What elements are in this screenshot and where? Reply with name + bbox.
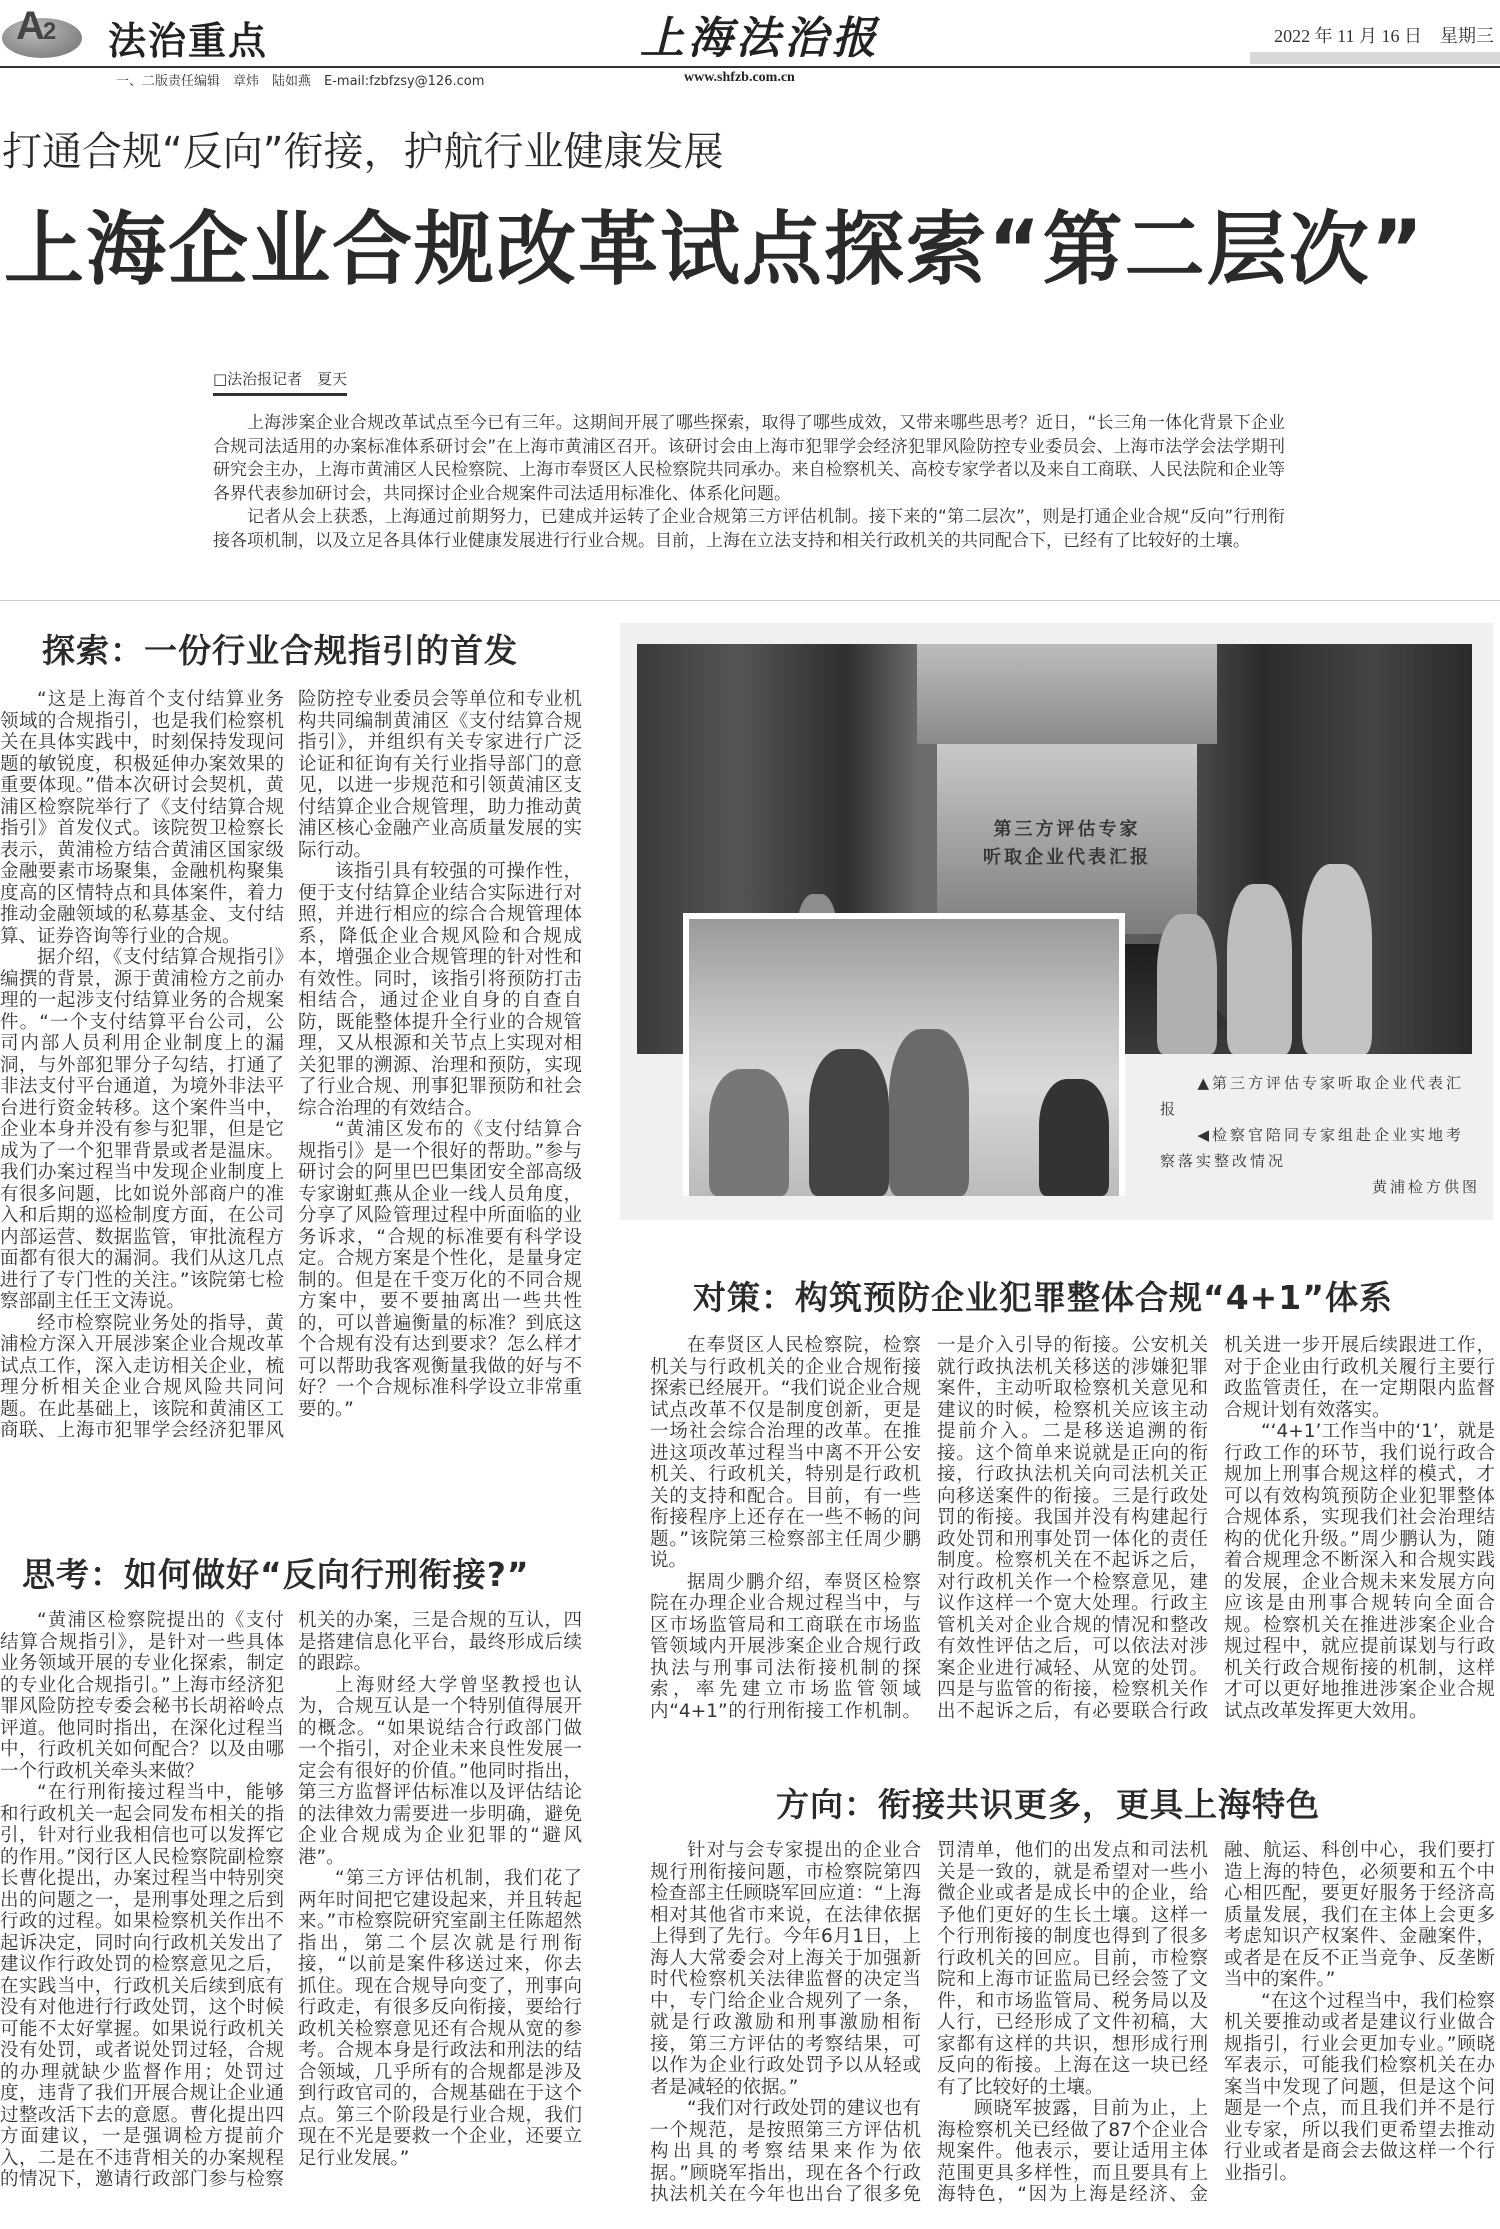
section-body-measures bbox=[650, 1335, 1495, 1722]
person bbox=[1227, 884, 1292, 1054]
inset-image bbox=[689, 919, 1119, 1196]
paragraph: 经市检察院业务处的指导，黄浦检方深入开展涉案企业合规改革试点工作，深入走访相关企业，梳理分析相关企业合规风险共同问题。在此基础上，该院和黄浦区工商联、上海市犯罪学会经济犯罪风险防控专业委员会等单位和专业机构共同编制黄浦区《支付结算合规指引》，并组织有关专家进行广泛论证和征询有关行业指导部门的意见，以进一步规范和引领黄浦区支付结算企业合规管理，助力推动黄浦区核心金融产业高质量发展的实际行动。 bbox=[0, 689, 582, 1441]
paragraph: “黄浦区发布的《支付结算合规指引》是一个很好的帮助。”参与研讨会的阿里巴巴集团安全部高级专家谢虹燕从企业一线人员角度，分享了风险管理过程中所面临的业务诉求，“合规的标准要有科学设定。合规方案是个性化，是量身定制的。但是在千变万化的不同合规方案中，要不要抽离出一些共性的，可以普遍衡量的标准？到底这个合规有没有达到要求？怎么样才可以帮助我客观衡量我做的好与不好？一个合规标准科学设立非常重要的。” bbox=[298, 1119, 582, 1420]
section-heading-direction: 方向：衔接共识更多，更具上海特色 bbox=[776, 1785, 1320, 1824]
headline-subtitle: 打通合规“反向”衔接，护航行业健康发展 bbox=[2, 129, 724, 175]
paragraph: 上海财经大学曾坚教授也认为，合规互认是一个特别值得展开的概念。“如果说结合行政部门做一个指引，对企业未来良性发展一定会有很好的价值。”他同时指出，第三方监督评估标准以及评估结论的法律效力需要进一步明确，避免企业合规成为企业犯罪的“避风港”。 bbox=[298, 1674, 582, 1868]
website-link[interactable]: www.shfzb.com.cn bbox=[680, 70, 799, 86]
header-rule bbox=[0, 66, 1500, 68]
page-badge bbox=[2, 4, 94, 60]
paragraph: 该指引具有较强的可操作性，便于支付结算企业结合实际进行对照，并进行相应的综合合规管理体系，降低企业合规风险和合规成本，增强企业合规管理的针对性和有效性。同时，该指引将预防打击相结合，通过企业自身的自查自防，既能整体提升全行业的合规管理，又从根源和关节点上实现对相关犯罪的溯源、治理和预防，实现了行业合规、刑事犯罪预防和社会综合治理的有效结合。 bbox=[298, 861, 582, 1119]
newspaper-masthead: 上海法治报 bbox=[640, 13, 880, 64]
person bbox=[809, 1049, 889, 1196]
headline-title: 上海企业合规改革试点探索“第二层次” bbox=[4, 203, 1426, 296]
photo-site-visit bbox=[683, 913, 1125, 1196]
paragraph: “我们对行政处罚的建议也有一个规范，是按照第三方评估机构出具的考察结果来作为依据。”顾晓军指出，现在各个行政执法机关在今年也出台了很多免罚清单，他们的出发点和司法机关是一致的，就是希望对一些小微企业或者是成长中的企业，给予他们更好的生长土壤。这样一个行刑衔接的制度也得到了很多行政机关的回应。目前，市检察院和上海市证监局已经会签了文件，和市场监管局、税务局以及人行，已经形成了文件初稿，大家都有这样的共识，想形成行刑反向的衔接。上海在这一块已经有了比较好的土壤。 bbox=[650, 1840, 1208, 2205]
article-intro bbox=[213, 412, 1285, 554]
paragraph: “‘4+1’工作当中的‘1’，就是行政工作的环节，我们说行政合规加上刑事合规这样的模式，才可以有效构筑预防企业犯罪整体合规体系，实现我们社会治理结构的优化升级。”周少鹏认为，随着合规理念不断深入和合规实践的发展，企业合规未来发展方向应该是由刑事合规转向全面合规。检察机关在推进涉案企业合规过程中，就应提前谋划与行政机关行政合规衔接的机制，这样才可以更好地推进涉案企业合规试点改革发挥更大效用。 bbox=[1224, 1421, 1495, 1722]
editors-line: 一、二版责任编辑 章炜 陆如燕 E-mail:fzbfzsy@126.com bbox=[112, 70, 488, 89]
paragraph: “第三方评估机制，我们花了两年时间把它建设起来，并且转起来。”市检察院研究室副主任陈超然指出，第二个层次就是行刑衔接，“以前是案件移送过来，你去抓住。现在合规导向变了，刑事向行政走，有很多反向衔接，要给行政机关检察意见还有合规从宽的参考。合规本身是行政法和刑法的结合领域，几乎所有的合规都是涉及到行政官司的，合规基础在于这个点。第三个阶段是行业合规，我们现在不光是要救一个企业，还要立足行业发展。” bbox=[298, 1868, 582, 2169]
paragraph: 据介绍，《支付结算合规指引》编撰的背景，源于黄浦检方之前办理的一起涉支付结算业务的合规案件。“一个支付结算平台公司，公司内部人员利用企业制度上的漏洞，与外部犯罪分子勾结，打通了非法支付平台通道，为境外非法平台进行资金转移。这个案件当中，企业本身并没有参与犯罪，但是它成为了一个犯罪背景或者是温床。我们办案过程当中发现企业制度上有很多问题，比如说外部商户的准入和后期的巡检制度方面，在公司内部运营、数据监管，审批流程方面都有很大的漏洞。我们从这几点进行了专门性的关注。”该院第七检察部副主任王文涛说。 bbox=[0, 947, 284, 1312]
screen-line: 第三方评估专家 bbox=[993, 819, 1141, 840]
photo-credit: 黄浦检方供图 bbox=[1371, 1178, 1480, 1196]
paragraph: “在这个过程当中，我们检察机关要推动或者是建议行业做合规指引，行业会更加专业。”顾晓军表示，可能我们检察机关在办案当中发现了问题，但是这个问题是一个点，而且我们并不是行业专家，所以我们更希望去推动行业或者是商会去做这样一个行业指引。 bbox=[1224, 1990, 1495, 2184]
paragraph: “这是上海首个支付结算业务领域的合规指引，也是我们检察机关在具体实践中，时刻保持发现问题的敏锐度，积极延伸办案效果的重要体现。”借本次研讨会契机，黄浦区检察院举行了《支付结算合规指引》首发仪式。该院贺卫检察长表示，黄浦检方结合黄浦区国家级金融要素市场聚集，金融机构聚集度高的区情特点和具体案件，着力推动金融领域的私募基金、支付结算、证券咨询等行业的合规。 bbox=[0, 689, 284, 947]
projection-screen bbox=[937, 744, 1197, 934]
paragraph: 顾晓军披露，目前为止，上海检察机关已经做了87个企业合规案件。他表示，要让适用主体范围更具多样性，而且要具有上海特色，“因为上海是经济、金融、航运、科创中心，我们要打造上海的特色，必须要和五个中心相匹配，要更好服务于经济高质量发展，我们在主体上会更多考虑知识产权案件、金融案件，或者是在反不正当竞争、反垄断当中的案件。” bbox=[937, 1840, 1495, 2205]
section-name: 法治重点 bbox=[108, 19, 269, 63]
photo-caption bbox=[1160, 1070, 1480, 1200]
byline: □法治报记者 夏天 bbox=[213, 368, 347, 396]
paragraph: 针对与会专家提出的企业合规行刑衔接问题，市检察院第四检查部主任顾晓军回应道：“上海相对其他省市来说，在法律依据上得到了先行。今年6月1日，上海人大常委会对上海关于加强新时代检察机关法律监督的决定当中，专门给企业合规列了一条，就是行政激励和刑事激励相衔接，第三方评估的考察结果，可以作为企业行政处罚予以从轻或者是减轻的依据。” bbox=[650, 1840, 921, 2098]
person bbox=[709, 1069, 789, 1196]
screen-text bbox=[937, 816, 1197, 872]
paragraph: 据周少鹏介绍，奉贤区检察院在办理企业合规过程当中，与区市场监管局和工商联在市场监管领域内开展涉案企业合规行政执法与刑事司法衔接机制的探索，率先建立市场监管领域内“4+1”的行刑衔接工作机制。一是介入引导的衔接。公安机关就行政执法机关移送的涉嫌犯罪案件，主动听取检察机关意见和建议的时候，检察机关应该主动提前介入。二是移送追溯的衔接。这个简单来说就是正向的衔接，行政执法机关向司法机关正向移送案件的衔接。三是行政处罚的衔接。我国并没有构建起行政处罚和刑事处罚一体化的责任制度。检察机关在不起诉之后，对行政机关作一个检察意见，建议作这样一个宽大处理。行政主管机关对企业合规的情况和整改有效性评估之后，可以依法对涉案企业进行减轻、从宽的处罚。四是与监管的衔接，检察机关作出不起诉之后，有必要联合行政机关进一步开展后续跟进工作，对于企业由行政机关履行主要行政监管责任，在一定期限内监督合规计划有效落实。 bbox=[650, 1335, 1495, 1722]
screen-line: 听取企业代表汇报 bbox=[983, 847, 1151, 868]
person bbox=[1039, 1079, 1109, 1196]
paragraph: “黄浦区检察院提出的《支付结算合规指引》，是针对一些具体业务领域开展的专业化探索，制定的专业化合规指引。”上海市经济犯罪风险防控专委会秘书长胡裕岭点评道。他同时指出，在深化过程当中，行政机关如何配合？以及由哪一个行政机关牵头来做？ bbox=[0, 1610, 284, 1782]
page-letter: A bbox=[16, 4, 43, 48]
page-number bbox=[16, 4, 54, 49]
section-heading-measures: 对策：构筑预防企业犯罪整体合规“4+1”体系 bbox=[693, 1278, 1393, 1317]
issue-date: 2022 年 11 月 16 日 星期三 bbox=[1274, 26, 1494, 46]
section-body-direction bbox=[650, 1840, 1495, 2206]
section-body-explore bbox=[0, 689, 582, 1442]
intro-paragraph: 记者从会上获悉，上海通过前期努力，已建成并运转了企业合规第三方评估机制。接下来的“第二层次”，则是打通企业合规“反向”行刑衔接各项机制，以及立足各具体行业健康发展进行行业合规。目前，上海在立法支持和相关行政机关的共同配合下，已经有了比较好的土壤。 bbox=[213, 507, 1285, 551]
section-body-think bbox=[0, 1610, 582, 2191]
person bbox=[889, 1029, 969, 1196]
person bbox=[1157, 914, 1217, 1054]
person bbox=[1302, 864, 1372, 1054]
ceiling bbox=[917, 644, 1217, 744]
section-divider bbox=[0, 600, 1500, 601]
paragraph: “在行刑衔接过程当中，能够和行政机关一起会同发布相关的指引，针对行业我相信也可以发挥它的作用。”闵行区人民检察院副检察长曹化提出，办案过程当中特别突出的问题之一，是刑事处理之后到行政的过程。如果检察机关作出不起诉决定，同时向行政机关发出了建议作行政处罚的检察意见之后，在实践当中，行政机关后续到底有没有对他进行行政处罚，这个时候可能不太好掌握。如果说行政机关没有处罚，或者说处罚过轻，合规的办理就缺少监督作用；处罚过度，违背了我们开展合规让企业通过整改活下去的意愿。曹化提出四方面建议，一是强调检方提前介入，二是在不违背相关的办案规程的情况下，邀请行政部门参与检察机关的办案，三是合规的互认，四是搭建信息化平台，最终形成后续的跟踪。 bbox=[0, 1610, 582, 2190]
caption-inset: ◀检察官陪同专家组赴企业实地考察落实整改情况 bbox=[1160, 1126, 1465, 1170]
paragraph: 在奉贤区人民检察院，检察机关与行政机关的企业合规衔接探索已经展开。“我们说企业合规试点改革不仅是制度创新，更是一场社会综合治理的改革。在推进这项改革过程当中离不开公安机关、行政机关，特别是行政机关的支持和配合。目前，有一些衔接程序上还存在一些不畅的问题。”该院第三检察部主任周少鹏说。 bbox=[650, 1335, 921, 1571]
caption-top: ▲第三方评估专家听取企业代表汇报 bbox=[1160, 1074, 1465, 1118]
date-bar bbox=[1250, 52, 1500, 64]
section-heading-explore: 探索：一份行业合规指引的首发 bbox=[42, 631, 518, 670]
intro-paragraph: 上海涉案企业合规改革试点至今已有三年。这期间开展了哪些探索，取得了哪些成效，又带来哪些思考？近日，“长三角一体化背景下企业合规司法适用的办案标准体系研讨会”在上海市黄浦区召开。该研讨会由上海市犯罪学会经济犯罪风险防控专业委员会、上海市法学会法学期刊研究会主办，上海市黄浦区人民检察院、上海市奉贤区人民检察院共同承办。来自检察机关、高校专家学者以及来自工商联、人民法院和企业等各界代表参加研讨会，共同探讨企业合规案件司法适用标准化、体系化问题。 bbox=[213, 413, 1285, 504]
section-heading-think: 思考：如何做好“反向行刑衔接?” bbox=[22, 1555, 530, 1594]
page-digit: 2 bbox=[42, 18, 55, 45]
